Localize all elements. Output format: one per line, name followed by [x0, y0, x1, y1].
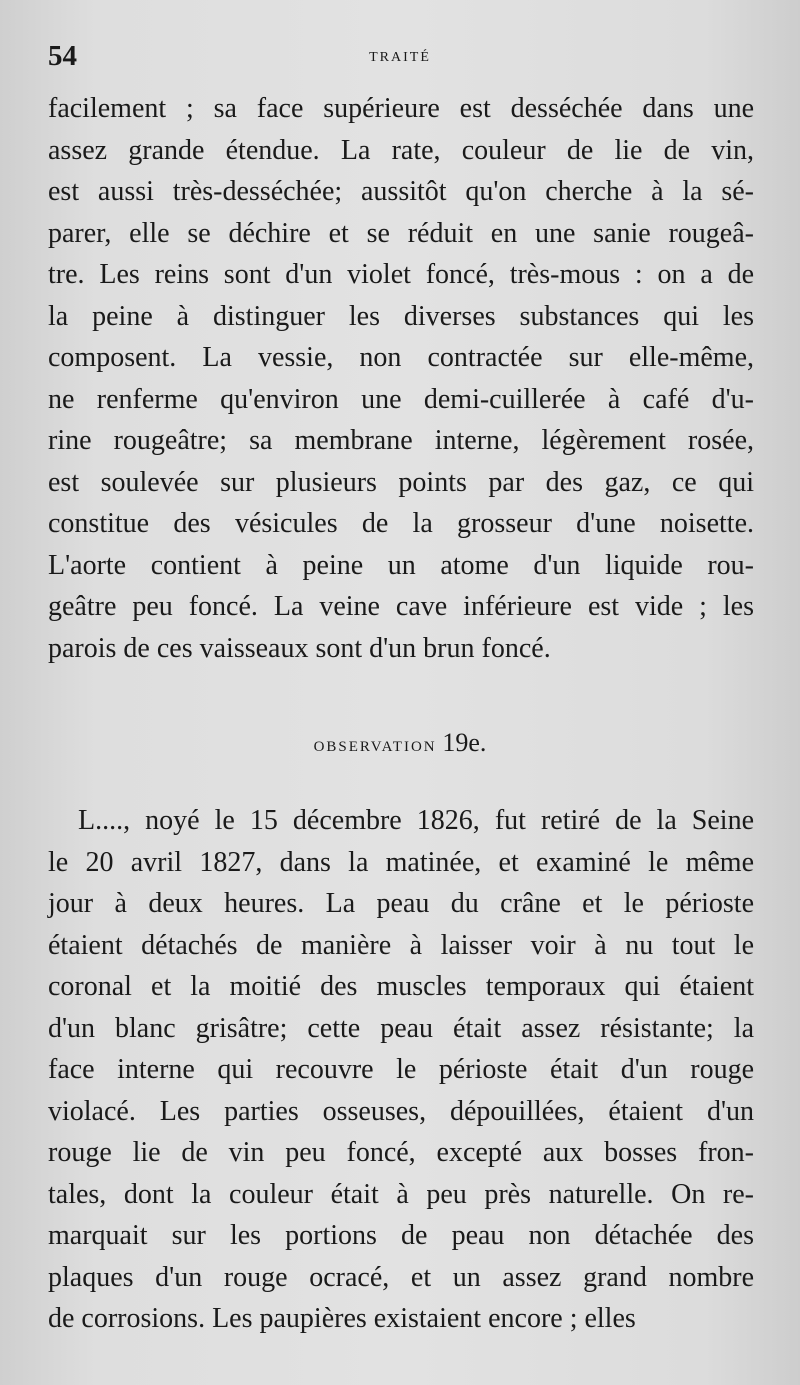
- text-line: coronal et la moitié des muscles temporaux qui étaient: [48, 971, 754, 1002]
- text-line: marquait sur les portions de peau non détachée des: [48, 1220, 754, 1251]
- running-head: TRAITÉ: [369, 50, 431, 65]
- text-line: geâtre peu foncé. La veine cave inférieure est vide ; les: [48, 591, 754, 622]
- observation-heading: [0, 728, 800, 758]
- observation-label: OBSERVATION: [313, 739, 437, 755]
- text-line: L'aorte contient à peine un atome d'un liquide rou-: [48, 549, 754, 581]
- text-line: L...., noyé le 15 décembre 1826, fut retiré de la Seine: [78, 805, 754, 836]
- text-line: violacé. Les parties osseuses, dépouillées, étaient d'un: [48, 1095, 754, 1127]
- text-line: la peine à distinguer les diverses substances qui les: [48, 300, 754, 332]
- text-line: composent. La vessie, non contractée sur elle-même,: [48, 342, 754, 373]
- text-line: parer, elle se déchire et se réduit en une sanie rougeâ-: [48, 217, 754, 249]
- paragraph-continuation: [48, 88, 754, 669]
- text-line: face interne qui recouvre le périoste était d'un rouge: [48, 1054, 754, 1085]
- text-line: étaient détachés de manière à laisser voir à nu tout le: [48, 929, 754, 961]
- page-number: 54: [48, 40, 77, 72]
- text-line: rine rougeâtre; sa membrane interne, légèrement rosée,: [48, 425, 754, 456]
- text-line: tre. Les reins sont d'un violet foncé, très-mous : on a de: [48, 259, 754, 290]
- text-line: facilement ; sa face supérieure est desséchée dans une: [48, 93, 754, 124]
- text-line: plaques d'un rouge ocracé, et un assez grand nombre: [48, 1261, 754, 1293]
- text-line: rouge lie de vin peu foncé, excepté aux bosses fron-: [48, 1137, 754, 1168]
- text-line: est aussi très-desséchée; aussitôt qu'on cherche à la sé-: [48, 176, 754, 207]
- observation-number: 19e.: [442, 728, 487, 757]
- text-line: le 20 avril 1827, dans la matinée, et examiné le même: [48, 846, 754, 878]
- text-line: tales, dont la couleur était à peu près naturelle. On re-: [48, 1178, 754, 1210]
- page-header: [48, 40, 752, 80]
- text-line: de corrosions. Les paupières existaient encore ; elles: [48, 1303, 636, 1334]
- text-line: est soulevée sur plusieurs points par des gaz, ce qui: [48, 466, 754, 498]
- text-line: jour à deux heures. La peau du crâne et le périoste: [48, 888, 754, 919]
- text-line: constitue des vésicules de la grosseur d'une noisette.: [48, 508, 754, 539]
- text-line: parois de ces vaisseaux sont d'un brun foncé.: [48, 632, 551, 664]
- text-line: d'un blanc grisâtre; cette peau était assez résistante; la: [48, 1012, 754, 1044]
- text-line: ne renferme qu'environ une demi-cuillerée à café d'u-: [48, 383, 754, 415]
- paragraph-observation: [48, 800, 754, 1340]
- text-line: assez grande étendue. La rate, couleur de lie de vin,: [48, 134, 754, 166]
